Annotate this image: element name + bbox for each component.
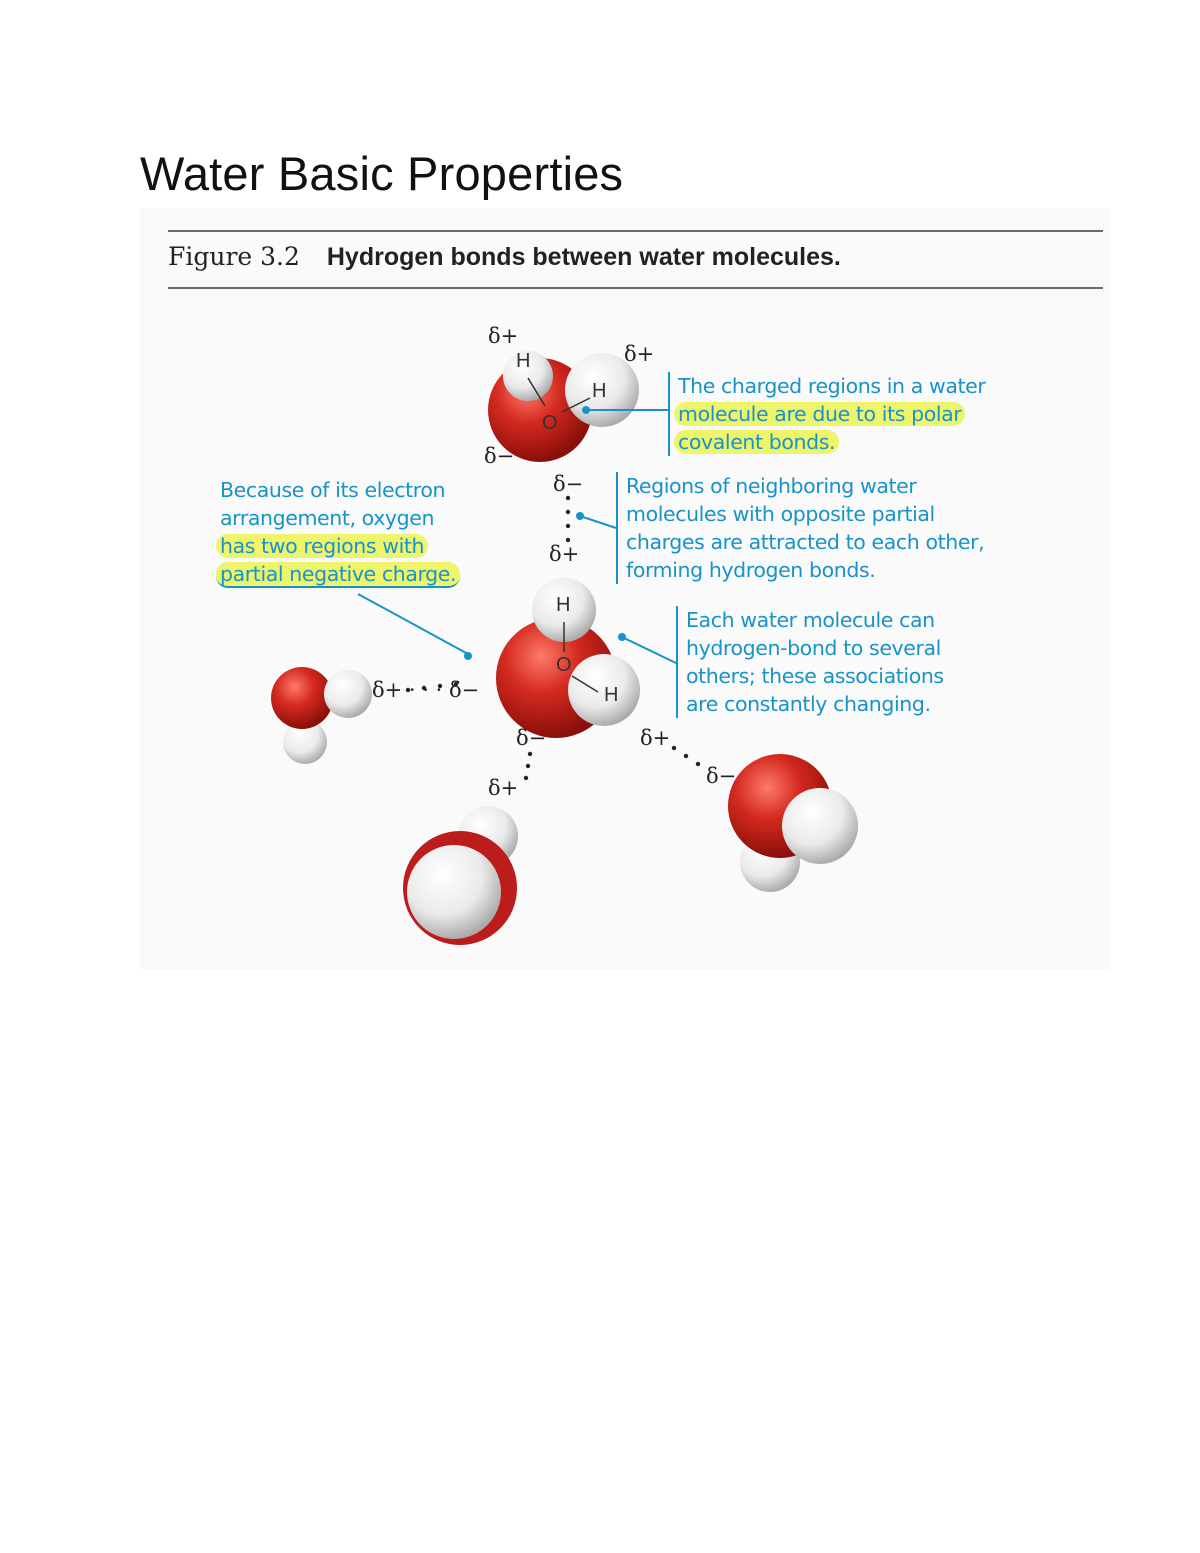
figure-number: Figure 3.2 <box>168 242 300 271</box>
charge-positive: δ+ <box>488 324 519 348</box>
charge-positive: δ+ <box>549 542 580 566</box>
leader-line <box>622 637 678 664</box>
callout-line: Because of its electron <box>220 478 446 502</box>
charge-positive: δ+ <box>488 776 519 800</box>
water-molecules-diagram <box>140 208 1110 970</box>
charge-negative: δ− <box>516 726 547 750</box>
oxygen-label: O <box>556 654 572 676</box>
water-molecule-bottom <box>403 806 518 945</box>
callout-oxygen-regions <box>220 476 460 588</box>
callout-line: charges are attracted to each other, <box>626 530 985 554</box>
oxygen-atom <box>271 667 333 729</box>
callout-line: The charged regions in a water <box>678 374 986 398</box>
callout-line: hydrogen-bond to several <box>686 636 941 660</box>
callout-line: arrangement, oxygen <box>220 506 435 530</box>
figure <box>140 208 1110 970</box>
leader-dot <box>618 633 626 641</box>
water-molecule-left <box>271 667 372 764</box>
callout-polar-bonds <box>668 372 985 456</box>
callout-line: are constantly changing. <box>686 692 931 716</box>
hydrogen-label: H <box>516 350 531 372</box>
callout-line: Each water molecule can <box>686 608 935 632</box>
water-molecule-right <box>728 754 858 892</box>
callout-line: molecules with opposite partial <box>626 502 935 526</box>
callout-line: has two regions with <box>220 532 460 560</box>
callout-line: partial negative charge. <box>220 560 460 588</box>
callout-several-bonds <box>676 606 944 718</box>
figure-caption: Hydrogen bonds between water molecules. <box>326 243 841 271</box>
callout-line: others; these associations <box>686 664 944 688</box>
charge-positive: δ+ <box>624 342 655 366</box>
callout-line: covalent bonds. <box>678 428 985 456</box>
charge-negative: δ− <box>706 764 737 788</box>
charge-negative: δ− <box>484 444 515 468</box>
callout-line: forming hydrogen bonds. <box>626 558 876 582</box>
callout-opposite-charges <box>616 472 984 584</box>
leader-dot <box>464 652 472 660</box>
callout-line: molecule are due to its polar <box>678 400 985 428</box>
hydrogen-atom <box>782 788 858 864</box>
leader-dot <box>582 406 590 414</box>
hydrogen-label: H <box>556 594 571 616</box>
charge-left-bond: δ+ · · · δ− <box>372 678 480 702</box>
oxygen-label: O <box>542 412 558 434</box>
leader-dot <box>576 512 584 520</box>
charge-negative: δ− <box>553 472 584 496</box>
leader-line <box>358 594 468 654</box>
leader-line <box>580 516 616 528</box>
hydrogen-label: H <box>592 380 607 402</box>
hydrogen-atom <box>324 670 372 718</box>
hydrogen-atom <box>407 845 501 939</box>
charge-positive: δ+ <box>640 726 671 750</box>
hydrogen-label: H <box>604 684 619 706</box>
callout-line: Regions of neighboring water <box>626 474 917 498</box>
page-title: Water Basic Properties <box>140 147 624 200</box>
